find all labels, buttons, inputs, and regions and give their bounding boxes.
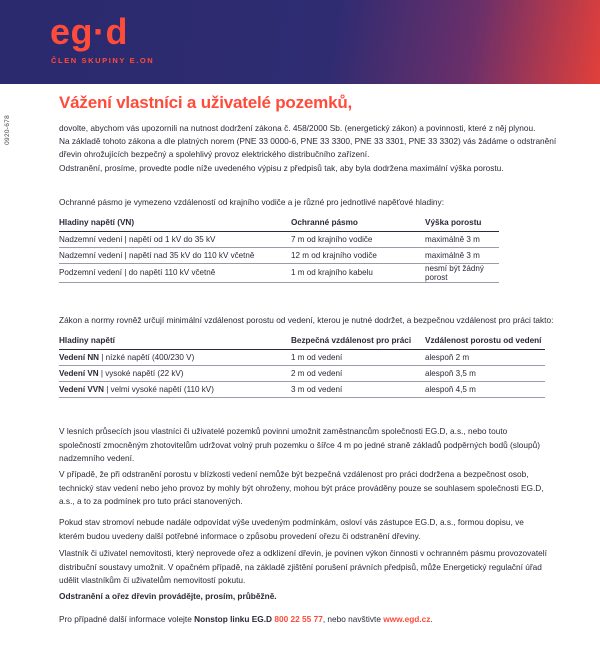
intro-line-1: dovolte, abychom vás upozornili na nutnost dodržení zákona č. 458/2000 Sb. (energetický zákon) a povinnosti, které z něj plynou.	[59, 123, 536, 133]
table-cell: Nadzemní vedení | napětí od 1 kV do 35 kV	[59, 231, 291, 247]
table-header-cell: Výška porostu	[425, 218, 499, 232]
phone-number[interactable]: 800 22 55 77	[274, 614, 323, 624]
table-cell: alespoň 2 m	[425, 349, 545, 365]
table-row	[59, 381, 545, 397]
paragraph-reminder: Odstranění a ořez dřevin provádějte, prosím, průběžně.	[59, 591, 277, 601]
website-link[interactable]: www.egd.cz	[383, 614, 431, 624]
table-header-cell: Hladiny napětí (VN)	[59, 218, 291, 232]
table-row	[59, 349, 545, 365]
table-cell	[59, 349, 291, 365]
table-row	[59, 365, 545, 381]
egd-logo: eg·d	[50, 11, 128, 52]
table-header-cell: Hladiny napětí	[59, 336, 291, 350]
contact-suffix: .	[430, 614, 433, 624]
table-cell: 1 m od krajního kabelu	[291, 263, 425, 282]
page-title: Vážení vlastníci a uživatelé pozemků,	[59, 93, 353, 112]
intro-text	[59, 122, 559, 175]
table-cell: 3 m od vedení	[291, 381, 425, 397]
protection-zone-table	[59, 218, 499, 283]
voltage-line-desc: | velmi vysoké napětí (110 kV)	[103, 384, 214, 394]
intro-line-3: Odstranění, prosíme, provedte podle níže uvedeného výpisu z předpisů tak, aby byla dodržena maximální výška porostu.	[59, 162, 504, 173]
table-cell	[59, 365, 291, 381]
paragraph-forest-clearings: V lesních průsecích jsou vlastníci či uživatelé pozemků povinni umožnit zaměstnancům společnosti EG.D, a.s., nebo touto společností zmocněným zhotovitelům udržovat volný pruh pozemku o šířce 4 m po jedné straně základů podpěrných bodů (sloupů) nadzemního vedení.	[59, 426, 541, 463]
table-cell	[59, 381, 291, 397]
table-cell: 2 m od vedení	[291, 365, 425, 381]
table-header-cell: Ochranné pásmo	[291, 218, 425, 232]
table-cell: 1 m od vedení	[291, 349, 425, 365]
header-banner	[0, 0, 600, 84]
paragraph-safe-distance: V případě, že při odstranění porostu v blízkosti vedení nemůže být bezpečná vzdálenost pro práci dodržena a bezpečnost osob, technický stav vedení nebo jeho provoz by mohly být ohroženy, mohou být práce prováděny pouze se souhlasem společnosti EG.D, a.s., a to za podmínek pro tuto práci stanovených.	[59, 469, 544, 506]
table-cell: alespoň 4,5 m	[425, 381, 545, 397]
table-cell: nesmí být žádný porost	[425, 263, 499, 282]
table-cell: Nadzemní vedení | napětí nad 35 kV do 110 kV včetně	[59, 247, 291, 263]
safe-distance-section	[59, 314, 559, 398]
paragraph-letter-notice: Pokud stav stromoví nebude nadále odpovídat výše uvedeným podmínkám, osloví vás zástupce EG.D, a.s., formou dopisu, ve kterém budou uvedeny další potřebné informace o způsobu provedení ořezu či odstranění dřeviny.	[59, 517, 524, 541]
contact-prefix: Pro případné další informace volejte	[59, 614, 195, 624]
contact-middle: , nebo navštivte	[322, 614, 384, 624]
contact-line	[59, 613, 559, 627]
voltage-line-name: Vedení VN	[59, 368, 99, 378]
nonstop-line-label: Nonstop linku EG.D	[194, 614, 273, 624]
table2-caption: Zákon a normy rovněž určují minimální vzdálenost porostu od vedení, kterou je nutné dodržet, a bezpečnou vzdálenost pro práci takto:	[59, 315, 554, 325]
table-cell: alespoň 3,5 m	[425, 365, 545, 381]
voltage-line-name: Vedení NN	[59, 352, 100, 362]
safe-distance-table	[59, 336, 545, 398]
logo-tagline: ČLEN SKUPINY E.ON	[51, 56, 155, 65]
protection-zone-section	[59, 196, 559, 283]
table-cell: maximálně 3 m	[425, 247, 499, 263]
table-header-row	[59, 218, 499, 232]
intro-line-2: Na základě tohoto zákona a dle platných norem (PNE 33 0000-6, PNE 33 3300, PNE 33 3301, PNE 33 3302) vás žádáme o odstranění dřevin ohrožujících bezpečný a spolehlivý provoz elektrického distribučního zařízení.	[59, 136, 557, 160]
table-header-row	[59, 336, 545, 350]
voltage-line-name: Vedení VVN	[59, 384, 104, 394]
voltage-line-desc: | nízké napětí (400/230 V)	[99, 352, 195, 362]
voltage-line-desc: | vysoké napětí (22 kV)	[98, 368, 184, 378]
side-document-code: 0920-678	[4, 115, 11, 145]
table-row	[59, 231, 499, 247]
table1-caption: Ochranné pásmo je vymezeno vzdáleností od krajního vodiče a je různé pro jednotlivé napěťové hladiny:	[59, 197, 444, 207]
table-row	[59, 247, 499, 263]
table-row	[59, 263, 499, 282]
paragraph-penalty: Vlastník či uživatel nemovitosti, který neprovede ořez a odklizení dřevin, je povinen výkon činnosti v ochranném pásmu provozovatelí distribuční soustavy umožnit. V opačném případě, na základě zjištění porušení právních předpisů, může Energetický regulační úřad udělit vlastníkům či uživatelům nemovitostí pokutu.	[59, 548, 547, 585]
table-cell: 12 m od krajního vodiče	[291, 247, 425, 263]
table-cell: Podzemní vedení | do napětí 110 kV včetně	[59, 263, 291, 282]
table-header-cell: Vzdálenost porostu od vedení	[425, 336, 545, 350]
table-cell: 7 m od krajního vodiče	[291, 231, 425, 247]
table-header-cell: Bezpečná vzdálenost pro práci	[291, 336, 425, 350]
table-cell: maximálně 3 m	[425, 231, 499, 247]
